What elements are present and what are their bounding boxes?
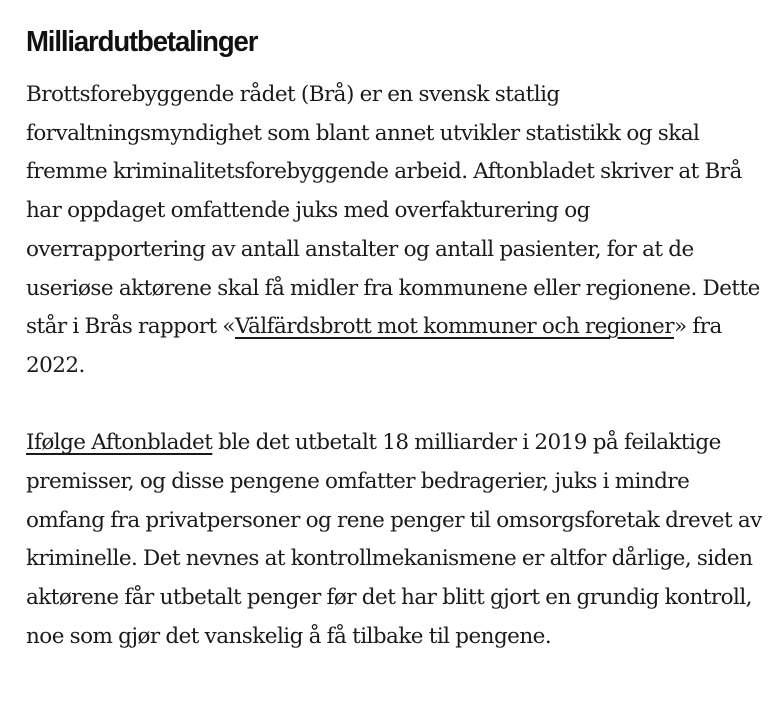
section-heading: Milliardutbetalinger [26,26,258,58]
paragraph-2-text: ble det utbetalt 18 milliarder i 2019 på feilaktige premisser, og disse pengene omfatter bedragerier, juks i mindre omfang fra privatpersoner og rene penger til omsorgsforetak drevet av kriminelle. Det nevnes at kontrollmekanismene er altfor dårlige, siden aktørene får utbetalt penger før det har blitt gjort en grundig kontroll, noe som gjør det vanskelig å få tilbake til pengene. [26,430,762,649]
report-link[interactable]: Välfärdsbrott mot kommuner och regioner [235,314,674,340]
paragraph-1-text: Brottsforebyggende rådet (Brå) er en svensk statlig forvaltningsmyndighet som blant annet utvikler statistikk og skal fremme kriminalitetsforebyggende arbeid. Aftonbladet skriver at Brå har oppdaget omfattende juks med overfakturering og overrapportering av antall anstalter og antall pasienter, for at de useriøse aktørene skal få midler fra kommunene eller regionene. Dette står i Brås rapport « [26,82,760,340]
paragraph-1-text-end: » fra 2022. [26,314,722,378]
paragraph-1 [26,76,766,386]
aftonbladet-link[interactable]: Ifølge Aftonbladet [26,430,213,456]
paragraph-2 [26,424,766,656]
article-body [26,24,766,657]
